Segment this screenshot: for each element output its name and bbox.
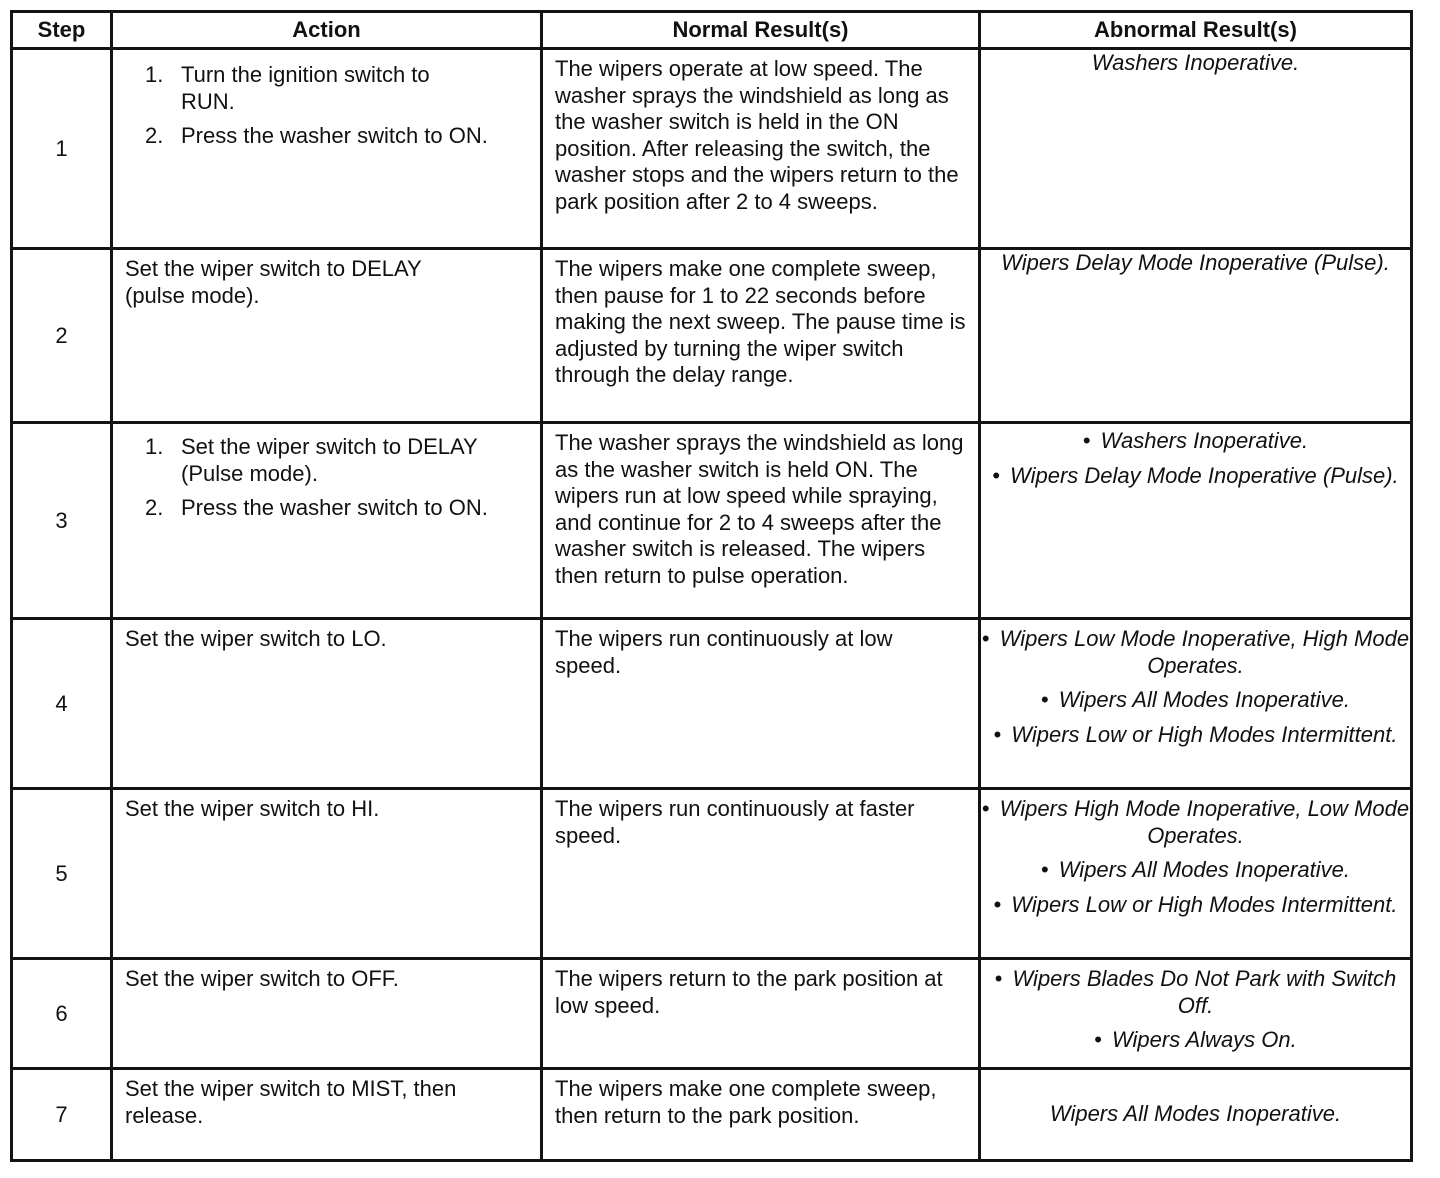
action-cell: [112, 49, 542, 249]
abnormal-item: • Wipers Low or High Modes Intermittent.: [993, 891, 1398, 917]
normal-result-cell: The washer sprays the windshield as long as the washer switch is held ON. The wipers run at low speed while spraying, and continue for 2 to 4 sweeps after the washer switch is released. The wipers then return to pulse operation.: [542, 423, 980, 619]
action-cell: Set the wiper switch to LO.: [112, 619, 542, 789]
header-action: Action: [112, 12, 542, 49]
action-item: 2. Press the washer switch to ON.: [145, 495, 488, 520]
abnormal-item: • Wipers High Mode Inoperative, Low Mode Operates.: [981, 796, 1410, 848]
normal-result-cell: The wipers run continuously at low speed.: [542, 619, 980, 789]
diagnostic-table: [10, 10, 1413, 1162]
header-abnormal-results: Abnormal Result(s): [980, 12, 1412, 49]
abnormal-item: • Wipers Low or High Modes Intermittent.: [993, 721, 1398, 747]
normal-result-cell: The wipers return to the park position at low speed.: [542, 959, 980, 1069]
step-number: 1: [12, 49, 112, 249]
abnormal-item: • Wipers All Modes Inoperative.: [1041, 857, 1350, 882]
abnormal-result-cell: Wipers All Modes Inoperative.: [980, 1069, 1412, 1161]
table-row: [12, 959, 1412, 1069]
abnormal-item: • Wipers Low Mode Inoperative, High Mode Operates.: [981, 626, 1410, 678]
action-cell: Set the wiper switch to MIST, then release.: [112, 1069, 542, 1161]
step-number: 5: [12, 789, 112, 959]
normal-result-cell: The wipers make one complete sweep, then return to the park position.: [542, 1069, 980, 1161]
abnormal-item: • Wipers Always On.: [1094, 1027, 1297, 1052]
table-row: [12, 619, 1412, 789]
normal-result-cell: The wipers operate at low speed. The washer sprays the windshield as long as the washer switch is held in the ON position. After releasing the switch, the washer stops and the wipers return to the park position after 2 to 4 sweeps.: [542, 49, 980, 249]
step-number: 4: [12, 619, 112, 789]
normal-result-cell: The wipers make one complete sweep, then pause for 1 to 22 seconds before making the next sweep. The pause time is adjusted by turning the wiper switch through the delay range.: [542, 249, 980, 423]
abnormal-item: • Washers Inoperative.: [1082, 428, 1309, 453]
action-item: 1. Turn the ignition switch to RUN.: [145, 62, 430, 114]
action-item: 1. Set the wiper switch to DELAY (Pulse mode).: [145, 434, 478, 486]
abnormal-result-cell: [980, 423, 1412, 619]
table-row: [12, 249, 1412, 423]
abnormal-result-cell: Washers Inoperative.: [980, 49, 1412, 249]
action-cell: [112, 423, 542, 619]
abnormal-result-cell: [980, 959, 1412, 1069]
abnormal-item: • Wipers All Modes Inoperative.: [1041, 687, 1350, 712]
action-cell: Set the wiper switch to HI.: [112, 789, 542, 959]
table-row: [12, 1069, 1412, 1161]
table-row: [12, 423, 1412, 619]
normal-result-cell: The wipers run continuously at faster speed.: [542, 789, 980, 959]
abnormal-result-cell: Wipers Delay Mode Inoperative (Pulse).: [980, 249, 1412, 423]
abnormal-item: • Wipers Delay Mode Inoperative (Pulse).: [992, 462, 1399, 488]
step-number: 6: [12, 959, 112, 1069]
step-number: 7: [12, 1069, 112, 1161]
action-cell: Set the wiper switch to OFF.: [112, 959, 542, 1069]
table-header-row: [12, 12, 1412, 49]
abnormal-result-cell: [980, 789, 1412, 959]
header-step: Step: [12, 12, 112, 49]
step-number: 2: [12, 249, 112, 423]
action-item: 2. Press the washer switch to ON.: [145, 123, 488, 148]
diagnostic-table-sheet: [10, 10, 1410, 1162]
action-cell: Set the wiper switch to DELAY (pulse mode).: [112, 249, 542, 423]
table-row: [12, 49, 1412, 249]
table-row: [12, 789, 1412, 959]
abnormal-result-cell: [980, 619, 1412, 789]
header-normal-results: Normal Result(s): [542, 12, 980, 49]
abnormal-item: • Wipers Blades Do Not Park with Switch Off.: [994, 966, 1397, 1018]
step-number: 3: [12, 423, 112, 619]
